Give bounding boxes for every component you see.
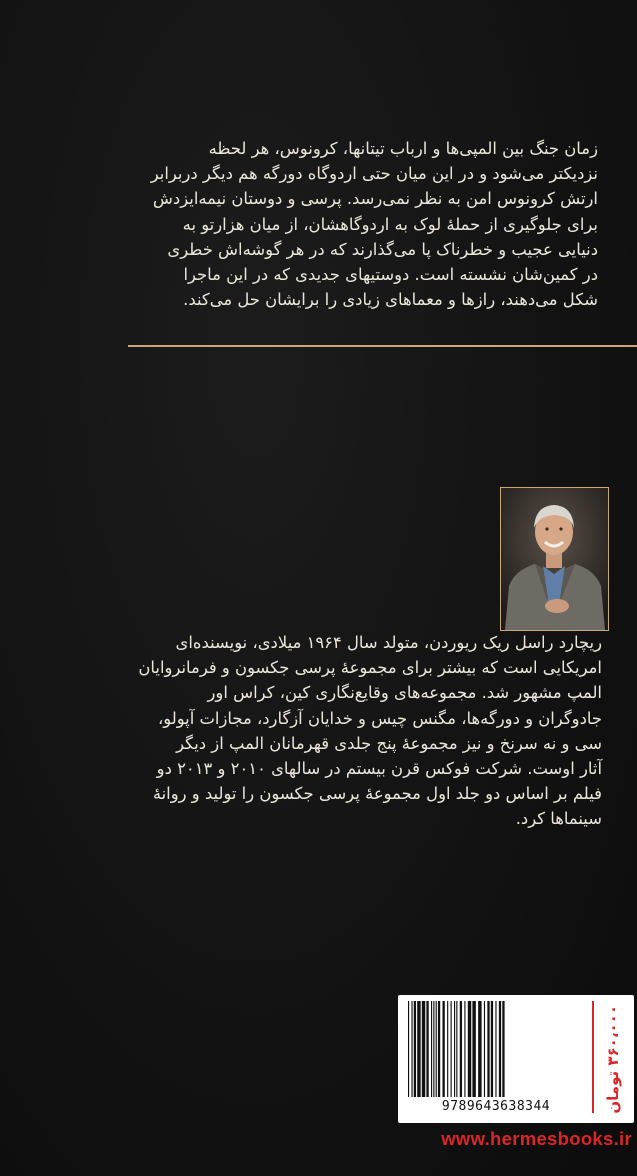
bio-line: فیلم بر اساس دو جلد اول مجموعهٔ پرسی جکسون را تولید و روانهٔ xyxy=(152,784,602,804)
isbn-number: 9789643638344 xyxy=(441,1099,551,1114)
author-bio xyxy=(118,630,602,832)
blurb-line: نزدیکتر می‌شود و در این میان حتی اردوگاه دورگه هم دیگر دربرابر xyxy=(150,164,598,184)
book-blurb xyxy=(118,136,598,312)
blurb-line: در کمین‌شان نشسته است. دوستیهای جدیدی که در این ماجرا xyxy=(183,265,598,285)
bio-line: امریکایی است که بیشتر برای مجموعهٔ پرسی جکسون و فرمانروایان xyxy=(138,658,602,678)
author-portrait-image xyxy=(501,488,608,630)
blurb-line: برای جلوگیری از حملهٔ لوک به اردوگاهشان، از میان هزارتو به xyxy=(182,214,598,234)
publisher-website: www.hermesbooks.ir xyxy=(441,1128,632,1149)
isbn-barcode xyxy=(398,995,634,1123)
bio-line: ریچارد راسل ریک ریوردن، متولد سال ۱۹۶۴ میلادی، نویسنده‌ای xyxy=(175,633,602,652)
bio-line: سی و نه سرنخ و نیز مجموعهٔ پنج جلدی قهرمانان المپ از دیگر xyxy=(176,733,602,753)
blurb-line: شکل می‌دهند، رازها و معماهای زیادی را برایشان حل می‌کند. xyxy=(183,290,598,310)
blurb-line: زمان جنگ بین المپی‌ها و ارباب تیتانها، کرونوس، هر لحظه xyxy=(208,139,598,158)
bio-line: المپ مشهور شد. مجموعه‌های وقایع‌نگاری کین، کراس اور xyxy=(207,683,602,703)
price-text: ۳۶۰،۰۰۰ تومان xyxy=(604,1004,622,1114)
price-label xyxy=(595,1001,631,1117)
barcode-graphic xyxy=(406,1001,584,1097)
price-divider xyxy=(592,1001,594,1113)
bio-line: آثار اوست. شرکت فوکس قرن بیستم در سالهای ۲۰۱۰ و ۲۰۱۳ دو xyxy=(156,759,602,779)
author-photo xyxy=(500,487,609,631)
blurb-line: ارتش کرونوس امن به نظر نمی‌رسد. پرسی و دوستان نیمه‌ایزدش xyxy=(152,189,598,209)
blurb-line: دنیایی عجیب و خطرناک پا می‌گذارند که در هر گوشه‌اش خطری xyxy=(167,239,598,259)
bio-line: جادوگران و دورگه‌ها، مگنس چیس و خدایان آزگارد، مجازات آپولو، xyxy=(157,708,602,728)
section-divider xyxy=(128,345,637,347)
bio-line: سینماها کرد. xyxy=(515,809,602,829)
